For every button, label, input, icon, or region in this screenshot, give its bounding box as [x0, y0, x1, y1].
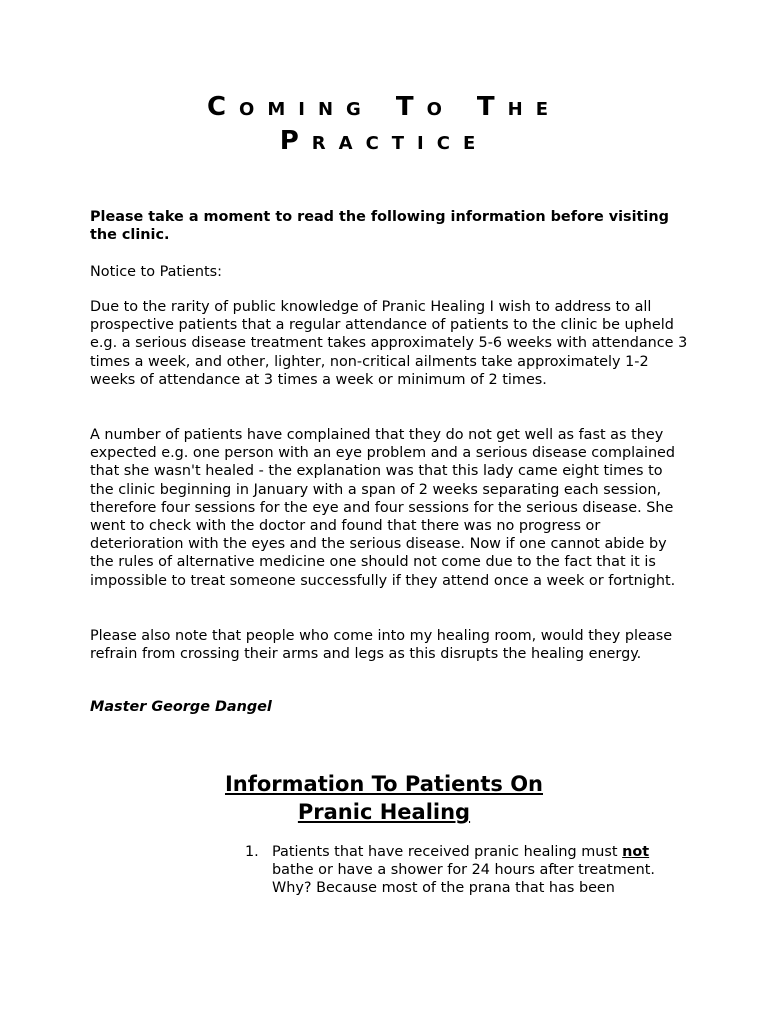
signature: Master George Dangel: [90, 699, 272, 715]
intro-text: Please take a moment to read the following information before visiting the clinic.: [90, 209, 669, 244]
list-item-text-after: bathe or have a shower for 24 hours after treatment. Why? Because most of the prana that has been: [272, 862, 655, 897]
page-title-text-1: Coming To The: [206, 92, 562, 122]
list-item-text-before: Patients that have received pranic healing must: [272, 844, 623, 860]
page-title-line-2: [0, 126, 768, 156]
section-heading-line-2: Pranic Healing: [297, 800, 471, 824]
list-item-emphasis: not: [622, 844, 650, 860]
paragraph-complaints: A number of patients have complained that they do not get well as fast as they expected e.g. one person with an eye problem and a serious disease complained that she wasn't healed - the explanation was that this lady came eight times to the clinic beginning in January with a span of 2 weeks separating each session, therefore four sessions for the eye and four sessions for the serious disease. She went to check with the doctor and found that there was no progress or deterioration with the eyes and the serious disease. Now if one cannot abide by the rules of alternative medicine one should not come due to the fact that it is impossible to treat someone successfully if they attend once a week or fortnight.: [90, 427, 676, 589]
notice-label: Notice to Patients:: [90, 264, 223, 280]
page-title-line-1: [0, 92, 768, 122]
paragraph-healing-room: Please also note that people who come into my healing room, would they please refrain from crossing their arms and legs as this disrupts the healing energy.: [90, 628, 673, 663]
instructions-list: [245, 843, 685, 898]
list-item: [245, 843, 685, 898]
page-title-text-2: Practice: [279, 126, 489, 156]
paragraph-attendance: Due to the rarity of public knowledge of Pranic Healing I wish to address to all prospective patients that a regular attendance of patients to the clinic be upheld e.g. a serious disease treatment takes approximately 5-6 weeks with attendance 3 times a week, and other, lighter, non-critical ailments take approximately 1-2 weeks of attendance at 3 times a week or minimum of 2 times.: [90, 299, 688, 388]
list-item-number: 1.: [245, 844, 259, 860]
section-heading-line-1: Information To Patients On: [224, 772, 543, 796]
